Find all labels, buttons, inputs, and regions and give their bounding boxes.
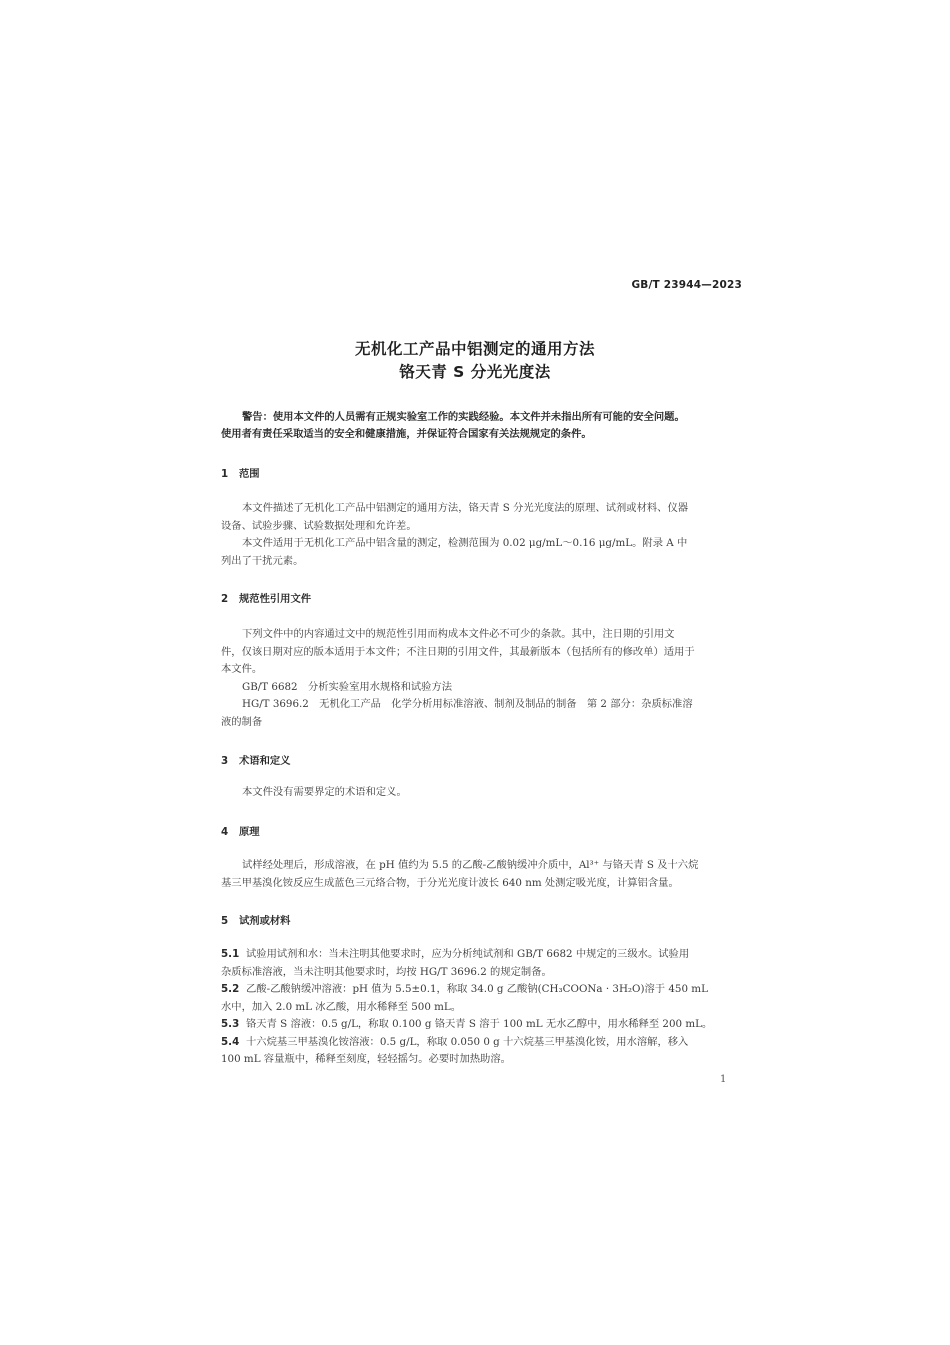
section-1-p2-line2: 列出了干扰元素。	[221, 554, 304, 567]
section-4-p1-line2: 基三甲基溴化铵反应生成蓝色三元络合物，于分光光度计波长 640 nm 处测定吸光度，计算铝含量。	[221, 876, 679, 889]
section-3-body	[221, 784, 747, 802]
normative-reference-2-line2: 液的制备	[221, 715, 263, 728]
section-3-heading	[221, 752, 290, 767]
clause-5-3-number: 5.3	[221, 1018, 240, 1030]
page-number: 1	[720, 1074, 727, 1085]
clause-5-1-line1	[221, 946, 747, 964]
title-line-1: 无机化工产品中铝测定的通用方法	[354, 340, 595, 358]
clause-5-4-number: 5.4	[221, 1035, 240, 1048]
section-2-number: 2	[221, 593, 229, 605]
normative-reference-2-line1: HG/T 3696.2 无机化工产品 化学分析用标准溶液、制剂及制品的制备 第 2 部分：杂质标准溶	[242, 698, 693, 710]
section-2-p1-line1: 下列文件中的内容通过文中的规范性引用而构成本文件必不可少的条款。其中，注日期的引用文	[242, 628, 675, 640]
title-line-2: 铬天青 S 分光光度法	[399, 363, 551, 381]
section-5-number: 5	[221, 915, 229, 927]
section-1-heading	[221, 465, 260, 480]
section-1-number: 1	[221, 468, 229, 480]
clause-5-1-number: 5.1	[221, 948, 240, 960]
section-2-p1-line2: 件，仅该日期对应的版本适用于本文件；不注日期的引用文件，其最新版本（包括所有的修改单）适用于	[221, 645, 695, 658]
document-title	[0, 338, 950, 384]
clause-5-2-number: 5.2	[221, 983, 240, 995]
clause-5-2-line1	[221, 981, 747, 999]
clause-5-2-line2: 水中，加入 2.0 mL 冰乙酸，用水稀释至 500 mL。	[221, 1000, 462, 1013]
section-5-body	[221, 946, 747, 1069]
clause-5-4-line1	[221, 1034, 747, 1052]
clause-5-1-line2: 杂质标准溶液，当未注明其他要求时，均按 HG/T 3696.2 的规定制备。	[221, 965, 552, 978]
section-1-p2-line1: 本文件适用于无机化工产品中铝含量的测定，检测范围为 0.02 μg/mL～0.16 μg/mL。附录 A 中	[242, 537, 688, 549]
section-5-title: 试剂或材料	[239, 915, 291, 927]
clause-5-1-text: 试验用试剂和水：当未注明其他要求时，应为分析纯试剂和 GB/T 6682 中规定的三级水。试验用	[246, 948, 690, 960]
clause-5-3-text: 铬天青 S 溶液：0.5 g/L，称取 0.100 g 铬天青 S 溶于 100 mL 无水乙醇中，用水稀释至 200 mL。	[246, 1018, 713, 1030]
section-3-p1: 本文件没有需要界定的术语和定义。	[242, 786, 407, 798]
normative-reference-1: GB/T 6682 分析实验室用水规格和试验方法	[242, 680, 453, 693]
section-2-title: 规范性引用文件	[239, 593, 312, 605]
clause-5-2-text: 乙酸-乙酸钠缓冲溶液：pH 值为 5.5±0.1，称取 34.0 g 乙酸钠(CH₃COONa · 3H₂O)溶于 450 mL	[246, 983, 708, 995]
standard-code: GB/T 23944—2023	[631, 279, 742, 291]
section-4-heading	[221, 823, 260, 838]
warning-line-1: 警告：使用本文件的人员需有正规实验室工作的实践经验。本文件并未指出所有可能的安全问题。	[242, 411, 685, 423]
section-1-p1-line2: 设备、试验步骤、试验数据处理和允许差。	[221, 519, 417, 532]
section-2-body	[221, 626, 747, 731]
section-4-p1-line1: 试样经处理后，形成溶液，在 pH 值约为 5.5 的乙酸-乙酸钠缓冲介质中，Al³⁺ 与铬天青 S 及十六烷	[242, 859, 699, 871]
section-4-body	[221, 857, 747, 892]
section-2-heading	[221, 590, 311, 605]
section-1-title: 范围	[239, 468, 260, 480]
section-3-number: 3	[221, 755, 229, 767]
section-2-p1-line3: 本文件。	[221, 663, 263, 675]
warning-notice	[221, 409, 746, 443]
clause-5-4-line2: 100 mL 容量瓶中，稀释至刻度，轻轻摇匀。必要时加热助溶。	[221, 1053, 511, 1065]
section-1-body	[221, 500, 747, 570]
section-5-heading	[221, 912, 290, 927]
warning-line-2: 使用者有责任采取适当的安全和健康措施，并保证符合国家有关法规规定的条件。	[221, 428, 592, 440]
clause-5-4-text: 十六烷基三甲基溴化铵溶液：0.5 g/L，称取 0.050 0 g 十六烷基三甲基溴化铵，用水溶解，移入	[246, 1035, 689, 1048]
section-1-p1-line1: 本文件描述了无机化工产品中铝测定的通用方法，铬天青 S 分光光度法的原理、试剂或材料、仪器	[242, 502, 689, 514]
section-4-title: 原理	[239, 826, 260, 838]
section-3-title: 术语和定义	[239, 755, 291, 767]
section-4-number: 4	[221, 826, 229, 838]
clause-5-3-line1	[221, 1016, 747, 1034]
